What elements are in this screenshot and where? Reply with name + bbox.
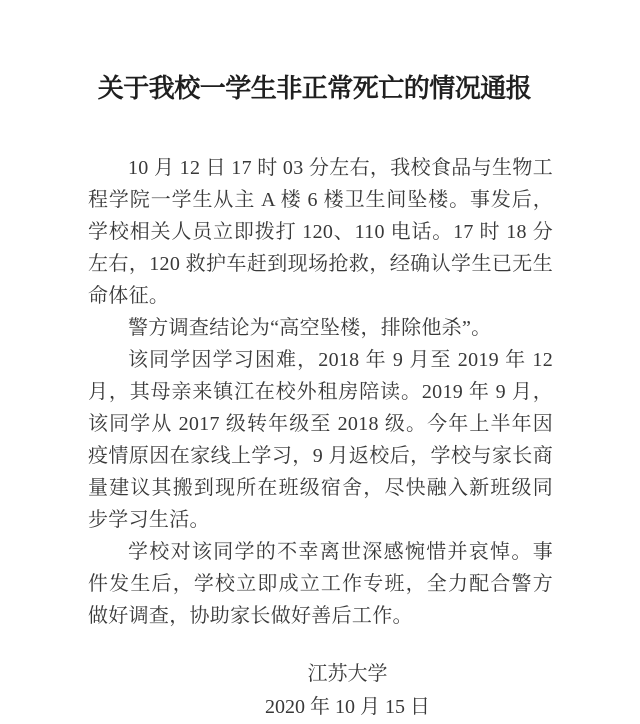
notice-paragraph-response: 学校对该同学的不幸离世深感惋惜并哀悼。事件发生后，学校立即成立工作专班，全力配合警方做好调查，协助家长做好善后工作。 xyxy=(88,541,553,627)
notice-paragraph-background: 该同学因学习困难，2018 年 9 月至 2019 年 12 月，其母亲来镇江在校外租房陪读。2019 年 9 月，该同学从 2017 级转年级至 2018 级。今年上半年因疫情原因在家线上学习，9 月返校后，学校与家长商量建议其搬到现所在班级宿舍，尽快融入新班级同步学习生活。 xyxy=(88,349,553,531)
signature-date: 2020 年 10 月 15 日 xyxy=(265,696,430,718)
signature-org: 江苏大学 xyxy=(307,663,388,685)
notice-paragraph-police-conclusion: 警方调查结论为“高空坠楼，排除他杀”。 xyxy=(128,317,492,339)
notice-title: 关于我校一学生非正常死亡的情况通报 xyxy=(97,74,532,103)
notice-paragraph-incident: 10 月 12 日 17 时 03 分左右，我校食品与生物工程学院一学生从主 A 楼 6 楼卫生间坠楼。事发后，学校相关人员立即拨打 120、110 电话。17 时 18 分左右，120 救护车赶到现场抢救，经确认学生已无生命体征。 xyxy=(88,157,553,307)
signature-block xyxy=(265,658,430,724)
